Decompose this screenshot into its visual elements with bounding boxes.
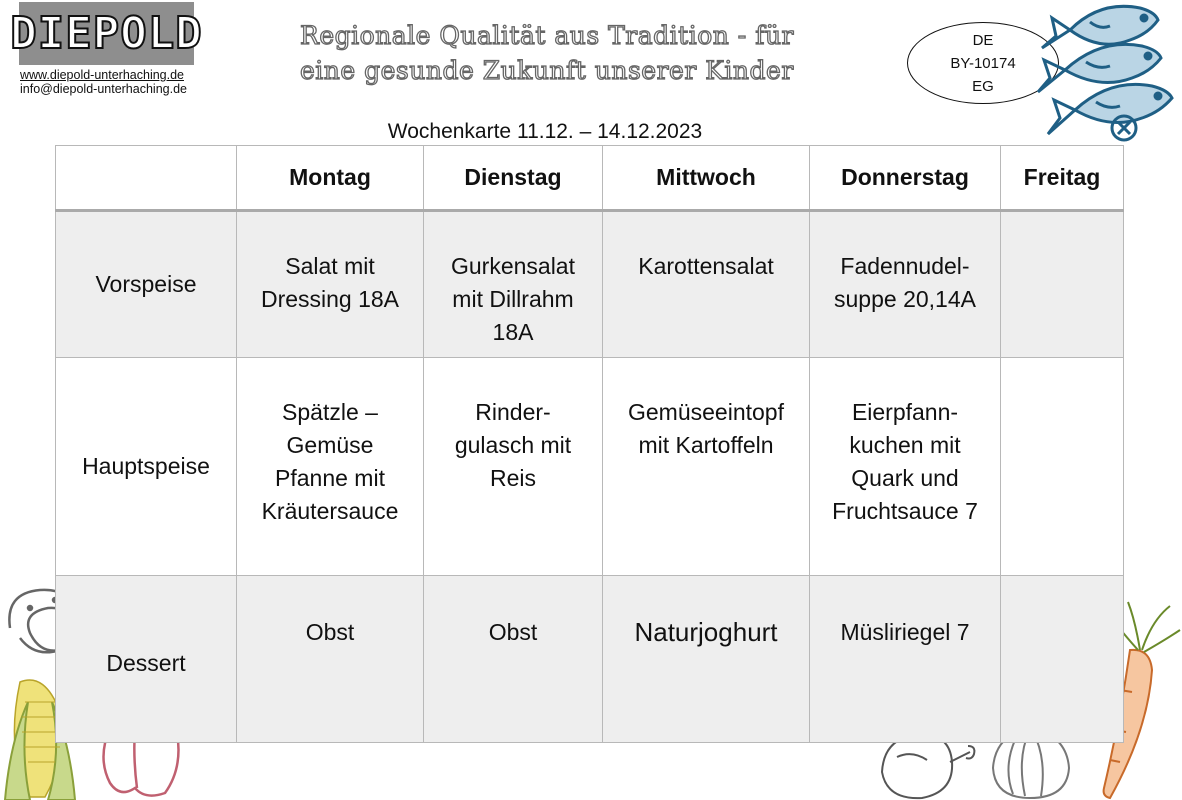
dish-line: Gurkensalat bbox=[450, 253, 575, 279]
menu-cell bbox=[810, 576, 1001, 743]
table-row-hauptspeise bbox=[56, 358, 1124, 576]
menu-cell bbox=[237, 211, 424, 358]
day-header-mittwoch: Mittwoch bbox=[603, 146, 810, 211]
row-label-hauptspeise: Hauptspeise bbox=[56, 358, 237, 576]
eu-mark-line-2: BY-10174 bbox=[950, 54, 1016, 72]
website-link[interactable]: www.diepold-unterhaching.de bbox=[20, 68, 184, 82]
dish-line: Kräutersauce bbox=[261, 498, 399, 524]
dish-line: Salat mit bbox=[285, 253, 375, 279]
day-header-dienstag: Dienstag bbox=[424, 146, 603, 211]
dish-line: Gemüseeintopf bbox=[628, 399, 784, 425]
table-header-row bbox=[56, 146, 1124, 211]
week-title-text: Wochenkarte 11.12. – 14.12.2023 bbox=[387, 120, 703, 143]
dish-line: mit Dillrahm bbox=[452, 286, 574, 312]
dish-line: 18A bbox=[492, 319, 534, 345]
dish-line: Quark und bbox=[851, 465, 959, 491]
dish-line: Eierpfann- bbox=[851, 399, 959, 425]
logo-text: DIEPOLD bbox=[10, 8, 203, 59]
dish-line: Rinder- bbox=[475, 399, 551, 425]
menu-cell-empty bbox=[1001, 211, 1124, 358]
week-title bbox=[0, 120, 1182, 144]
dish-line: gulasch mit bbox=[454, 432, 572, 458]
menu-cell-empty bbox=[1001, 358, 1124, 576]
menu-cell bbox=[603, 358, 810, 576]
dish-line: Fruchtsauce 7 bbox=[832, 498, 978, 524]
slogan-line-2: eine gesunde Zukunft unserer Kinder bbox=[300, 56, 794, 85]
header-empty-cell bbox=[56, 146, 237, 211]
menu-cell bbox=[603, 211, 810, 358]
dish-line: kuchen mit bbox=[849, 432, 961, 458]
email-address: info@diepold-unterhaching.de bbox=[20, 82, 187, 96]
slogan-line-1: Regionale Qualität aus Tradition - für bbox=[300, 21, 794, 50]
dish-line: Pfanne mit bbox=[275, 465, 385, 491]
day-header-donnerstag: Donnerstag bbox=[810, 146, 1001, 211]
dish-line: Reis bbox=[489, 465, 536, 491]
dish-line: Obst bbox=[305, 619, 355, 645]
menu-cell bbox=[237, 576, 424, 743]
dish-line: Obst bbox=[488, 619, 538, 645]
day-header-freitag: Freitag bbox=[1001, 146, 1124, 211]
row-label-dessert: Dessert bbox=[56, 576, 237, 743]
dish-line: Gemüse bbox=[286, 432, 374, 458]
day-header-montag: Montag bbox=[237, 146, 424, 211]
weekly-menu-table bbox=[55, 145, 1124, 743]
menu-cell bbox=[810, 211, 1001, 358]
menu-cell bbox=[424, 576, 603, 743]
table-row-vorspeise bbox=[56, 211, 1124, 358]
dish-line: Spätzle – bbox=[282, 399, 378, 425]
dish-line: Naturjoghurt bbox=[634, 617, 778, 647]
dish-line: mit Kartoffeln bbox=[638, 432, 774, 458]
diepold-logo bbox=[10, 2, 203, 65]
dish-line: Fadennudel- bbox=[840, 253, 970, 279]
menu-cell-empty bbox=[1001, 576, 1124, 743]
slogan bbox=[300, 18, 794, 88]
menu-cell bbox=[603, 576, 810, 743]
menu-cell bbox=[424, 211, 603, 358]
row-label-vorspeise: Vorspeise bbox=[56, 211, 237, 358]
eu-mark-line-1: DE bbox=[972, 31, 994, 49]
menu-cell bbox=[810, 358, 1001, 576]
dish-line: Karottensalat bbox=[638, 253, 774, 279]
dish-line: Müsliriegel 7 bbox=[840, 619, 970, 645]
dish-line: Dressing 18A bbox=[260, 286, 400, 312]
contact-info bbox=[20, 68, 187, 96]
dish-line: suppe 20,14A bbox=[834, 286, 976, 312]
table-row-dessert bbox=[56, 576, 1124, 743]
menu-cell bbox=[237, 358, 424, 576]
eu-mark-line-3: EG bbox=[972, 77, 994, 95]
menu-cell bbox=[424, 358, 603, 576]
